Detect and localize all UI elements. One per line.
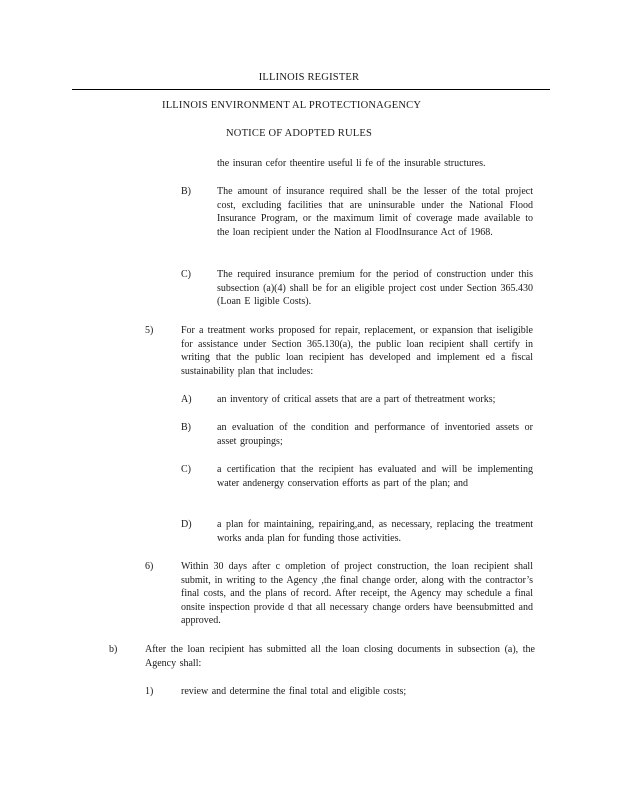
item-5B-label: B): [181, 422, 191, 433]
register-title: ILLINOIS REGISTER: [258, 72, 360, 83]
item-1-label: 1): [145, 686, 154, 697]
notice-title: NOTICE OF ADOPTED RULES: [226, 128, 373, 139]
item-5D-text: a plan for maintaining, repairing,and, as necessary, replacing the treatment works anda plan for funding those activities.: [217, 519, 533, 544]
item-5-label: 5): [145, 325, 154, 336]
header-rule: [72, 89, 550, 90]
item-5C-label: C): [181, 464, 191, 475]
item-5A-text: an inventory of critical assets that are a part of thetreatment works;: [217, 394, 496, 405]
intro-continuation: the insuran cefor theentire useful li fe of the insurable structures.: [217, 158, 486, 169]
item-5B-text: an evaluation of the condition and performance of inventoried assets or asset groupings;: [217, 422, 533, 447]
item-b-label: b): [109, 644, 118, 655]
item-1-text: review and determine the final total and eligible costs;: [181, 686, 407, 697]
item-C-label: C): [181, 269, 191, 280]
item-5A-label: A): [181, 394, 192, 405]
agency-name: ILLINOIS ENVIRONMENT AL PROTECTIONAGENCY: [162, 100, 422, 111]
item-B-text: The amount of insurance required shall be the lesser of the total project cost, excluding facilities that are uninsurable under the National Flood Insurance Program, or the maximum limit of coverage made available to the loan recipient under the Nation al FloodInsurance Act of 1968.: [217, 186, 533, 238]
item-C-text: The required insurance premium for the period of construction under this subsection (a)(4) shall be for an eligible project cost under Section 365.430 (Loan E ligible Costs).: [217, 269, 533, 307]
item-6-text: Within 30 days after c ompletion of project construction, the loan recipient shall submit, in writing to the Agency ,the final change order, along with the contractor’s final costs, and the plans of record. After receipt, the Agency may schedule a final onsite inspection provide d that all necessary change orders have beensubmitted and approved.: [181, 561, 533, 626]
item-5C-text: a certification that the recipient has evaluated and will be implementing water andenergy conservation efforts as part of the plan; and: [217, 464, 533, 489]
item-5D-label: D): [181, 519, 192, 530]
item-B-label: B): [181, 186, 191, 197]
item-b-text: After the loan recipient has submitted all the loan closing documents in subsection (a), the Agency shall:: [145, 644, 535, 669]
item-5-text: For a treatment works proposed for repair, replacement, or expansion that iseligible for assistance under Section 365.130(a), the public loan recipient shall certify in writing that the public loan recipient has developed and implement ed a fiscal sustainability plan that includes:: [181, 325, 533, 377]
item-6-label: 6): [145, 561, 154, 572]
